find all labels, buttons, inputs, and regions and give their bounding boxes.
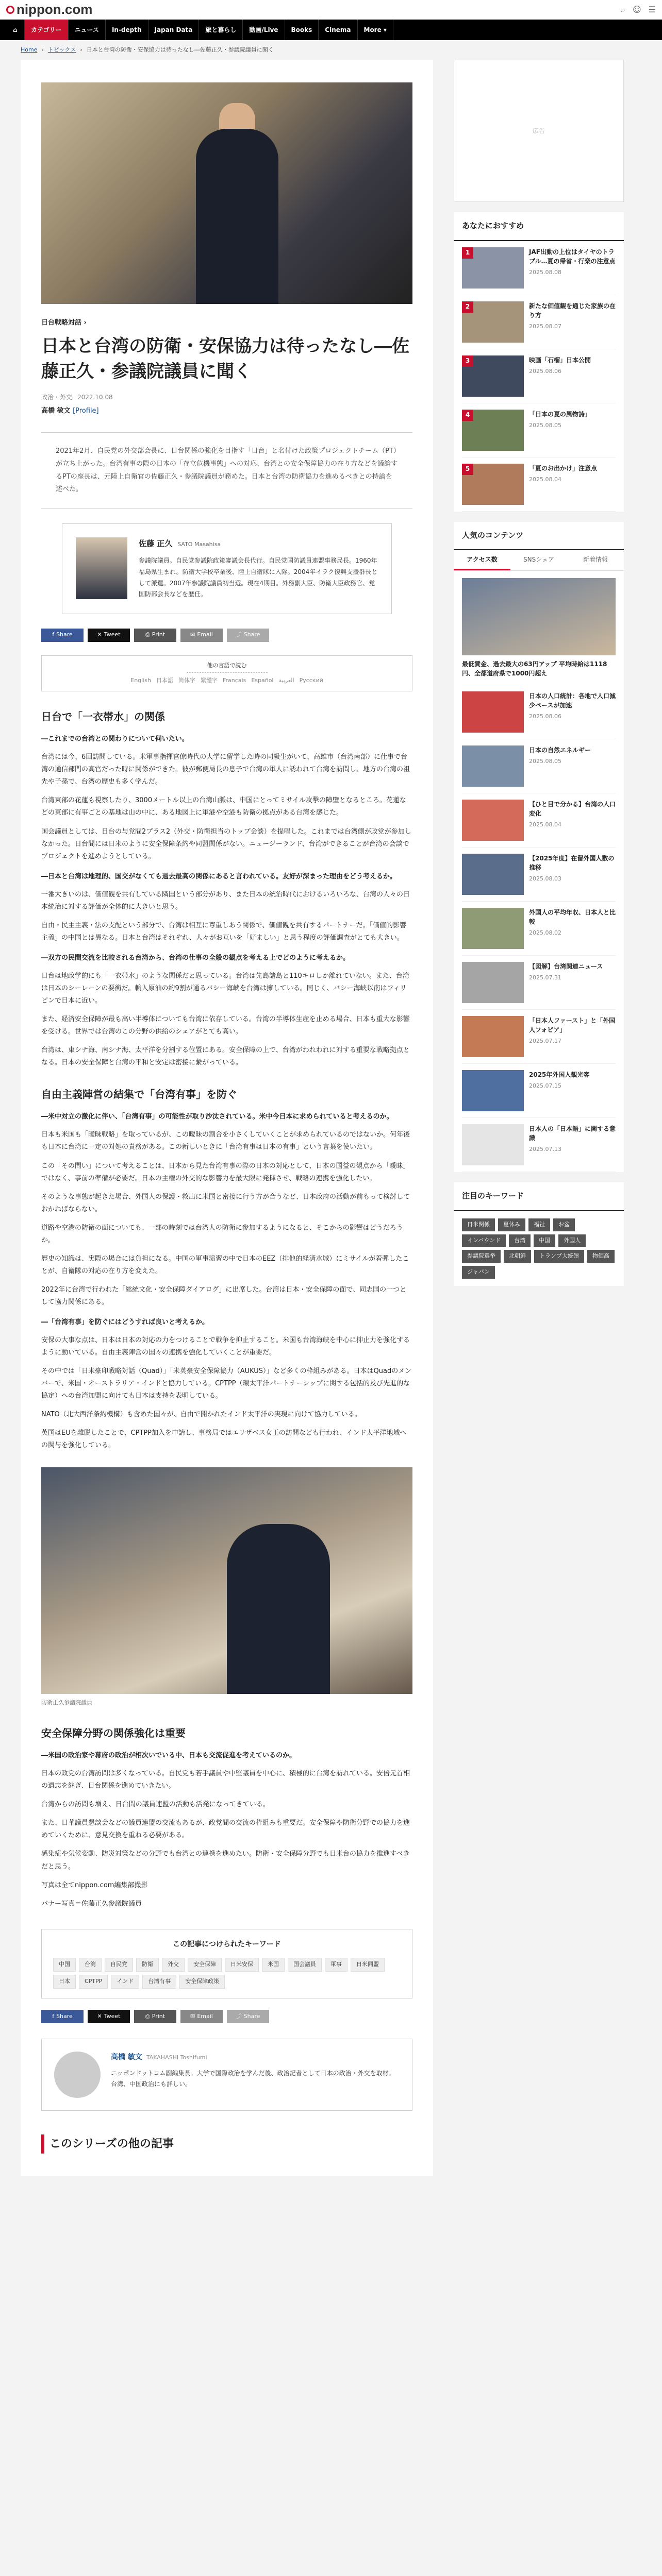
thumbnail [462, 800, 524, 841]
keyword-tag[interactable]: 台湾 [509, 1234, 531, 1247]
thumbnail [462, 691, 524, 733]
page-body [0, 60, 662, 2176]
question: ―「台湾有事」を防ぐにはどうすれば良いと考えるか。 [41, 1318, 209, 1326]
nav-category[interactable]: カテゴリー [25, 20, 69, 40]
keyword-tag[interactable]: 国会議員 [288, 1958, 322, 1972]
question: ―双方の民間交流を比較される台湾から、台湾の仕事の全般の観点を考える上でどのように考えるか。 [41, 954, 350, 962]
main-nav [0, 20, 662, 40]
profile-box [62, 523, 392, 614]
lang-zh-hans[interactable]: 简体字 [178, 677, 195, 684]
tab-new[interactable]: 新着情報 [583, 556, 608, 563]
tab-sns[interactable]: SNSシェア [523, 556, 554, 563]
lead-text: 2021年2月、自民党の外交部会長に、日台関係の強化を目指す「日台」と名付けた政策プロジェクトチーム（PT）が立ち上がった。台湾有事の際の日本の「存立危機事態」への対応、台湾との安全保障協力の在り方などを議論するPTの座長は、元陸上自衛官の佐藤正久・参議院議員が務めた。日本と台湾の防衛協力を進めるべきとの持論を述べた。 [41, 432, 412, 509]
paragraph: この「その問い」について考えることは、日本から見た台湾有事の際の日本の対応として、日本の国益の観点から「曖昧」ではなく、事前の準備が必要だ。日本の主権の外交的な影響力を最大限に発揮させ、戦略の連携を強化したい。 [41, 1162, 410, 1182]
keyword-tag[interactable]: 台湾有事 [142, 1975, 176, 1989]
author-name[interactable]: 高橋 敏文 TAKAHASHI Toshifumi [111, 2053, 207, 2061]
logo-mark-icon [6, 6, 14, 14]
rank-number: 4 [462, 410, 473, 421]
share-icon: ⤴ [236, 631, 242, 638]
print-button[interactable]: ⎙ Print [134, 629, 176, 642]
keyword-tag[interactable]: 米国 [262, 1958, 285, 1972]
keyword-tags [53, 1958, 401, 1988]
share-bar [41, 629, 412, 642]
keyword-tag[interactable]: 夏休み [498, 1218, 525, 1231]
list-item[interactable]: 【2025年度】在留外国人数の推移 2025.08.03 [462, 848, 616, 902]
popular-main-image [462, 578, 616, 655]
mail-icon: ✉ [190, 631, 195, 638]
menu-icon[interactable]: ☰ [648, 4, 656, 14]
nav-news[interactable]: ニュース [69, 20, 106, 40]
search-icon[interactable]: ⌕ [621, 4, 625, 14]
rank-number: 3 [462, 355, 473, 367]
paragraph: 日本も米国も「曖昧戦略」を取っているが、この曖昧の割合を小さくしていくことが求められているのではないか。何年後も日本に台湾に一定の対処の責務がある。この新しいときに「台湾有事は日本の有事」という言葉を使いたい。 [41, 1131, 410, 1151]
hero-photo [41, 82, 412, 304]
author-box [41, 2039, 412, 2111]
section-heading: 日台で「一衣帯水」の関係 [41, 710, 165, 723]
keyword-tag[interactable]: インド [111, 1975, 139, 1989]
rank-number: 5 [462, 464, 473, 475]
paragraph: 日台は地政学的にも「一衣帯水」のような関係だと思っている。台湾は先島諸島と110キロしか離れていない。また、台湾は日本のシーレーンの要衝だ。輸入原油の約9割が通るバシー海峡を台湾は擁している。同じく、バシー海峡以南はフィリピンで日本に近い。 [41, 972, 409, 1005]
question: ―日本と台湾は地理的、国交がなくても過去最高の関係にあると言われている。友好が深まった理由をどう考えるか。 [41, 872, 397, 880]
keyword-tag[interactable]: インバウンド [462, 1234, 506, 1247]
lang-spanish[interactable]: Español [251, 677, 274, 684]
keyword-tag[interactable]: お盆 [553, 1218, 575, 1231]
keyword-tag[interactable]: 福祉 [528, 1218, 550, 1231]
list-item[interactable]: 外国人の平均年収、日本人と比較 2025.08.02 [462, 902, 616, 956]
nav-more[interactable]: More ▾ [358, 20, 393, 40]
chevron-right-icon: › [41, 46, 44, 53]
site-logo[interactable]: nippon.com [6, 0, 92, 21]
email-button[interactable]: ✉ Email [180, 629, 223, 642]
thumbnail [462, 854, 524, 895]
author-description: ニッポンドットコム副編集長。大学で国際政治を学んだ後、政治記者として日本の政治・外交を取材。台湾、中国政治にも詳しい。 [111, 2069, 395, 2088]
keyword-tag[interactable]: 日米関係 [462, 1218, 495, 1231]
facebook-icon: f [52, 631, 55, 638]
keyword-tag[interactable]: 外国人 [558, 1234, 586, 1247]
user-icon[interactable]: ☺ [632, 4, 641, 14]
section-heading: 安全保障分野の関係強化は重要 [41, 1727, 186, 1740]
breadcrumb-home[interactable]: Home [21, 46, 38, 53]
author-line: 高橋 敏文 [Profile] [41, 407, 99, 415]
list-item[interactable]: 【ひと目で分かる】台湾の人口変化 2025.08.04 [462, 793, 616, 848]
share-bar-bottom [41, 2010, 412, 2023]
paragraph: 台湾には今、6回訪問している。米軍事指揮官僚時代の大学に留学した時の同級生がいて、高雄市（台湾南部）に仕事で台湾の通信部門の高官だった時に関係ができた。彼が郵便局長の息子で台湾の軍人に誘われて台湾を訪問し、地方の台湾の祖先や子孫で、台湾の歴史も多く学んだ。 [41, 753, 410, 786]
interview-photo [41, 1467, 412, 1694]
list-item[interactable]: 5 「夏のお出かけ」注意点 2025.08.04 [462, 457, 616, 512]
nav-cinema[interactable]: Cinema [319, 20, 357, 40]
keyword-title: この記事につけられたキーワード [173, 1940, 281, 1948]
lang-russian[interactable]: Русский [299, 677, 323, 684]
article-meta [41, 392, 412, 402]
thumbnail [462, 908, 524, 949]
sidebar [454, 60, 624, 2176]
nav-books[interactable]: Books [285, 20, 319, 40]
lang-french[interactable]: Français [222, 677, 246, 684]
keyword-tag[interactable]: 中国 [53, 1958, 76, 1972]
tweet-button[interactable]: ✕ Tweet [88, 629, 130, 642]
paragraph: 一番大きいのは、価値観を共有している隣国という部分があり、また日本の統治時代におけるいろいろな、台湾の人々の日本統治に対する評価が全体的に大きいと思う。 [41, 890, 410, 911]
paragraph: 2022年に台湾で行われた「総統文化・安全保障ダイアログ」に出席した。台湾は日本・安全保障の面で、同志国の一つとして協力関係にある。 [41, 1285, 407, 1306]
side-keyword-tags [454, 1211, 624, 1286]
language-title: 他の言語で読む [187, 661, 268, 673]
author-avatar [54, 2052, 101, 2098]
tweet-button[interactable]: ✕ Tweet [88, 2010, 130, 2023]
photo-credit: 写真は全てnippon.com編集部撮影 [41, 1881, 148, 1889]
rank-number: 1 [462, 247, 473, 259]
keyword-tag[interactable]: 自民党 [105, 1958, 133, 1972]
paragraph: 国会議員としては、日台の与党間2プラス2（外交・防衛担当のトップ会談）を提唱した。これまでは台湾側が政党が参加しなかった。日台間には日米のように安全保障条約や同盟関係がない。ニュージーランド、台湾ができることが台湾の会談でプロジェクトを進めようとしている。 [41, 827, 411, 860]
top-icons [621, 3, 656, 16]
banner-credit: バナー写真＝佐藤正久参議院議員 [41, 1900, 142, 1908]
x-icon: ✕ [97, 631, 102, 638]
paragraph: 安保の大事な点は、日本は日本の対応の力をつけることで戦争を抑止すること。米国も台湾海峡を中心に抑止力を強化するように動いている。自由主義陣営の国々の連携を強化していくことが重要だ。 [41, 1336, 410, 1357]
paragraph: 歴史の知識は、実際の場合には負担になる。中国の軍事演習の中で日本のEEZ（排他的経済水域）にミサイルが着弾したことが、自衛隊の対応の在り方を変えた。 [41, 1255, 409, 1275]
print-button[interactable]: ⎙ Print [134, 2010, 176, 2023]
breadcrumb-current: 日本と台湾の防衛・安保協力は待ったなし―佐藤正久・参議院議員に聞く [86, 46, 274, 53]
thumbnail [462, 745, 524, 787]
nav-in-depth[interactable]: In-depth [106, 20, 148, 40]
home-icon[interactable]: ⌂ [6, 20, 25, 40]
keyword-tag[interactable]: 北朝鮮 [504, 1250, 531, 1263]
popular-main-title: 最低賃金、過去最大の63円アップ 平均時給は1118円、全都道府県で1000円超え [462, 660, 607, 677]
ad-slot[interactable]: 広告 [454, 60, 624, 202]
paragraph: 感染症や気候変動、防災対策などの分野でも台湾との連携を進めたい。防衛・安全保障分野でも日米台の協力を推進すべきだと思う。 [41, 1850, 410, 1871]
publish-date: 2022.10.08 [77, 393, 113, 401]
paragraph: 台湾東部の花蓮も視察したり、3000メートル以上の台湾山脈は、中国にとってミサイル攻撃の障壁となるところ。花蓮などの東部に有事ごとの基地は山の中に、ある地図上に軍港や空港も防衛の拠点がある台湾を感じた。 [41, 796, 406, 817]
share-icon: ⤴ [236, 2012, 242, 2020]
question: ―米中対立の激化に伴い、「台湾有事」の可能性が取り沙汰されている。米中今日本に求められていると考えるのか。 [41, 1113, 393, 1121]
language-switcher [41, 655, 412, 691]
paragraph: 道路や空港の防衛の面についても、一部の時刻では台湾人の防衛に参加するようになると、そこからの影響はどうだろうか。 [41, 1224, 403, 1244]
lang-japanese[interactable]: 日本語 [156, 677, 173, 684]
top-bar [0, 0, 662, 20]
paragraph: 台湾は、東シナ海、南シナ海、太平洋を分割する位置にある。安全保障の上で、台湾がわれわれに対する重要な戦略拠点となる。日本の安全保障と台湾の平和と安定は密接に繋がっている。 [41, 1046, 410, 1067]
paragraph: 日本の政党の台湾訪問は多くなっている。自民党も若手議員や中堅議員を中心に、積極的に台湾を訪れている。安倍元首相の遺志を継ぎ、日台関係を進めていきたい。 [41, 1770, 410, 1790]
section-heading: 自由主義陣営の結集で「台湾有事」を防ぐ [41, 1088, 237, 1101]
thumbnail [462, 962, 524, 1003]
page-title: 日本と台湾の防衛・安保協力は待ったなし―佐藤正久・参議院議員に聞く [41, 336, 409, 382]
question: ―米国の政治家や幕府の政治が相次いでいる中、日本も交流促進を考えているのか。 [41, 1752, 296, 1760]
lang-arabic[interactable]: العربية [278, 677, 294, 684]
paragraph: NATO（北大西洋条約機構）も含めた国々が、自由で開かれたインド太平洋の実現に向けて協力している。 [41, 1411, 361, 1419]
share-button[interactable]: ⤴ Share [227, 629, 269, 642]
lang-zh-hant[interactable]: 繁體字 [200, 677, 218, 684]
popular-tabs [454, 550, 624, 571]
paragraph: 自由・民主主義・法の支配という部分で、台湾は相互に尊重しあう関係で、価値観を共有するパートナーだ。「価値的影響主義」の中国とは異なる。日本と台湾はそれぞれ、人々がお互いを「好ましい」と思う程度の評価調査がとても大きい。 [41, 921, 406, 942]
thumbnail [462, 1124, 524, 1165]
share-button[interactable]: ⤴ Share [227, 2010, 269, 2023]
paragraph: 英国はEUを離脱したことで、CPTPP加入を申請し、事務局ではエリザベス女王の訪問なども行われ、インド太平洋地域への関与を強化している。 [41, 1429, 407, 1450]
keyword-tag[interactable]: ジャパン [462, 1266, 495, 1279]
list-item[interactable]: 日本の人口統計：各地で人口減少ペースが加速 2025.08.06 [462, 685, 616, 739]
nav-video[interactable]: 動画/Live [243, 20, 285, 40]
lang-english[interactable]: English [130, 677, 151, 684]
list-item[interactable]: 2025年外国人観光客 2025.07.15 [462, 1064, 616, 1118]
print-icon: ⎙ [145, 631, 150, 638]
article [21, 60, 433, 2176]
keyword-box [41, 1929, 412, 1998]
popular-main[interactable] [454, 571, 624, 685]
keyword-tag[interactable]: 軍事 [325, 1958, 347, 1972]
nav-travel[interactable]: 旅と暮らし [199, 20, 243, 40]
list-item[interactable]: 3 映画「石榴」日本公開 2025.08.06 [462, 349, 616, 403]
keyword-tag[interactable]: トランプ大統領 [534, 1250, 584, 1263]
keyword-tag[interactable]: 物価高 [587, 1250, 615, 1263]
chevron-right-icon: › [80, 46, 82, 53]
list-item[interactable]: 4 「日本の夏の風物詩」 2025.08.05 [462, 403, 616, 457]
keyword-tag[interactable]: 外交 [162, 1958, 185, 1972]
category-label[interactable]: 政治・外交 [41, 393, 73, 401]
keyword-tag[interactable]: 安全保障 [188, 1958, 222, 1972]
keyword-tag[interactable]: 中国 [534, 1234, 555, 1247]
keyword-tag[interactable]: 日米同盟 [351, 1958, 385, 1972]
thumbnail [462, 1016, 524, 1057]
paragraph: その中では「日米豪印戦略対話（Quad）」「米英豪安全保障協力（AUKUS）」など多くの枠組みがある。日本はQuadのメンバーで、米国・オーストラリア・インドと協力している。CPTPP（環太平洋パートナーシップに関する包括的及び先進的な協定）への台湾加盟に向けても日本は支持を表明している。 [41, 1367, 412, 1400]
keyword-tag[interactable]: 防衛 [136, 1958, 159, 1972]
list-item[interactable]: 「日本人ファースト」と「外国人フォビア」 2025.07.17 [462, 1010, 616, 1064]
thumbnail [462, 1070, 524, 1111]
email-button[interactable]: ✉ Email [180, 2010, 223, 2023]
list-item[interactable]: 1 JAF出動の上位はタイヤのトラブル…夏の帰省・行楽の注意点 2025.08.08 [462, 241, 616, 295]
keyword-tag[interactable]: 台湾 [79, 1958, 102, 1972]
paragraph: また、日華議員懇談会などの議員連盟の交流もあるが、政党間の交流の枠組みも重要だ。安全保障や防衛分野での協力を進めていくために、意見交換を重ねる必要がある。 [41, 1819, 410, 1840]
nav-japan-data[interactable]: Japan Data [148, 20, 200, 40]
x-icon: ✕ [97, 2012, 102, 2020]
question: ―これまでの台湾との関わりについて伺いたい。 [41, 735, 189, 743]
keyword-tag[interactable]: CPTPP [79, 1975, 108, 1989]
print-icon: ⎙ [145, 2012, 150, 2020]
paragraph: そのような事態が起きた場合、外国人の保護・救出に米国と密接に行う方が合うなど、日本政府の活動が前もって検討しておかねばならない。 [41, 1193, 410, 1213]
recommend-heading: あなたにおすすめ [454, 212, 624, 241]
profile-link[interactable]: [Profile] [73, 407, 99, 415]
breadcrumb [0, 40, 662, 60]
facebook-share-button[interactable]: f Share [41, 629, 84, 642]
tab-access[interactable]: アクセス数 [454, 550, 510, 570]
photo-caption: 防衛正久参議院議員 [41, 1699, 92, 1706]
breadcrumb-topics[interactable]: トピックス [47, 46, 76, 53]
keywords-heading: 注目のキーワード [454, 1182, 624, 1211]
recommend-list [454, 241, 624, 512]
facebook-share-button[interactable]: f Share [41, 2010, 84, 2023]
series-heading: このシリーズの他の記事 [41, 2134, 412, 2154]
list-item[interactable]: 【図解】台湾関連ニュース 2025.07.31 [462, 956, 616, 1010]
profile-text: 参議院議員。自民党参議院政策審議会長代行。自民党国防議員連盟事務局長。1960年福島県生まれ。防衛大学校卒業後、陸上自衛隊に入隊。2004年イラク復興支援群長として派遣。2007年参議院議員初当選。現在4期目。外務副大臣、防衛大臣政務官、党国防部会長などを歴任。 [139, 557, 378, 598]
paragraph: 台湾からの訪問も増え、日台間の議員連盟の活動も活発になってきている。 [41, 1801, 270, 1809]
list-item[interactable]: 2 新たな価値観を通じた家族の在り方 2025.08.07 [462, 295, 616, 349]
list-item[interactable]: 日本の自然エネルギー 2025.08.05 [462, 739, 616, 793]
keyword-tag[interactable]: 日本 [53, 1975, 76, 1989]
keyword-tag[interactable]: 日米安保 [225, 1958, 259, 1972]
keyword-tag[interactable]: 安全保障政策 [179, 1975, 225, 1989]
popular-list [454, 685, 624, 1172]
series-label[interactable]: 日台戦略対話 › [41, 319, 87, 327]
facebook-icon: f [52, 2012, 55, 2020]
list-item[interactable]: 日本人の「日本語」に関する意識 2025.07.13 [462, 1118, 616, 1172]
rank-number: 2 [462, 301, 473, 313]
mail-icon: ✉ [190, 2012, 195, 2020]
paragraph: また、経済安全保障が最も高い半導体についても台湾に依存している。台湾の半導体生産を止める場合、日本も重大な影響を受ける。世界では台湾のこの分野の供給のシェアがとても高い。 [41, 1015, 410, 1036]
profile-photo [76, 537, 127, 599]
popular-heading: 人気のコンテンツ [454, 522, 624, 551]
profile-name: 佐藤 正久 SATO Masahisa [139, 538, 221, 548]
keyword-tag[interactable]: 参議院選挙 [462, 1250, 501, 1263]
